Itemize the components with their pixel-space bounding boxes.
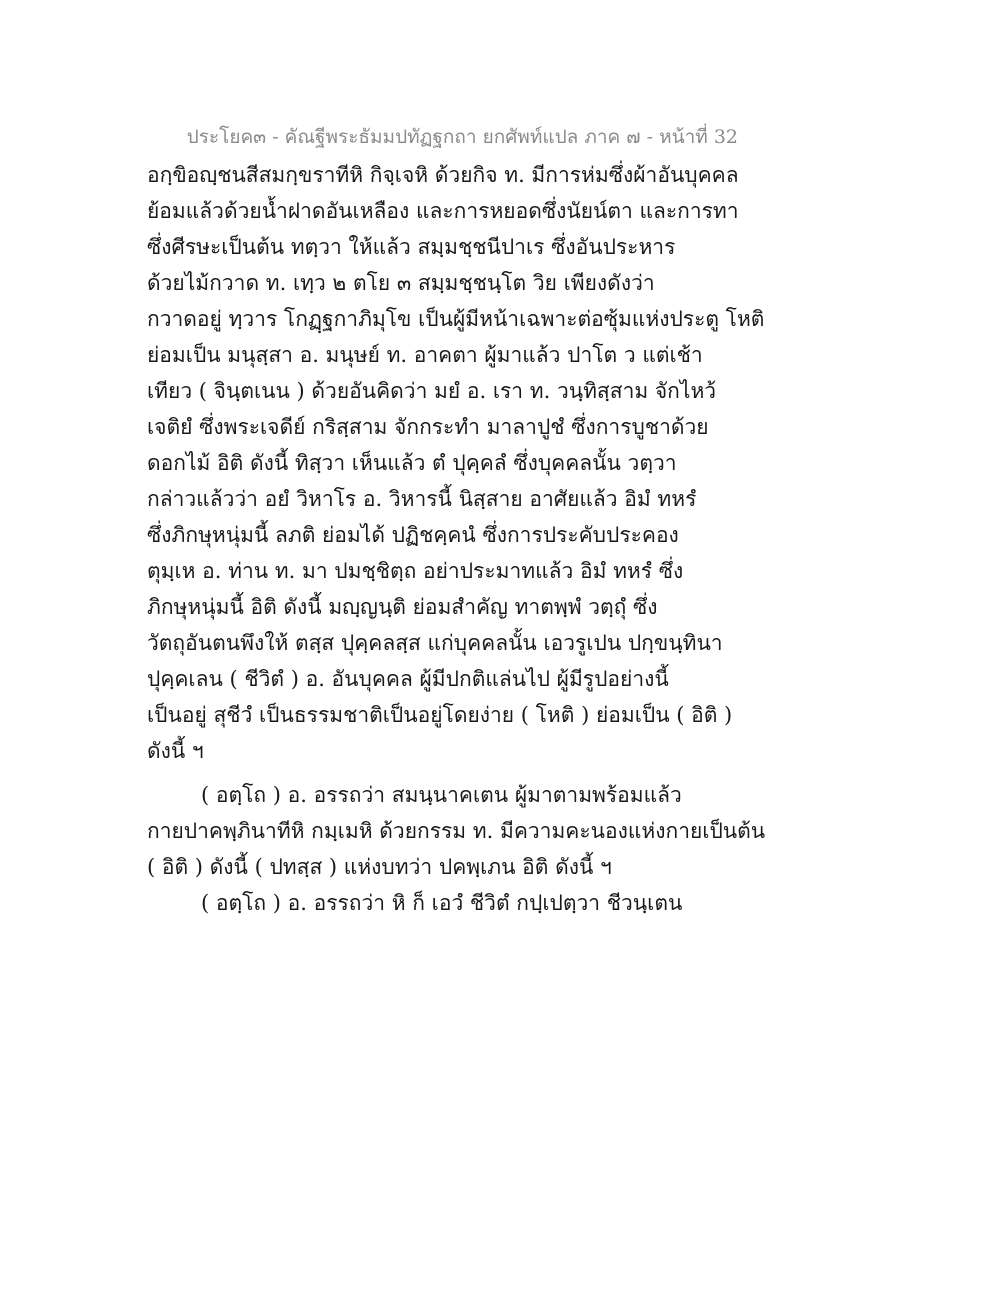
text-line: ดังนี้ ฯ — [147, 739, 204, 763]
text-line: ดอกไม้ อิติ ดังนี้ ทิสฺวา เห็นแล้ว ตํ ปุคฺคลํ ซึ่งบุคคลนั้น วตฺวา — [147, 451, 677, 475]
text-line: เทียว ( จินฺตเนน ) ด้วยอันคิดว่า มยํ อ. เรา ท. วนฺทิสฺสาม จักไหว้ — [147, 379, 717, 403]
paragraph-2 — [147, 777, 867, 885]
text-line: ซึ่งภิกษุหนุ่มนี้ ลภติ ย่อมได้ ปฏิชคฺคนํ ซึ่งการประคับประคอง — [147, 523, 679, 547]
text-line: กวาดอยู่ ทฺวาร โกฏฺฐกาภิมุโข เป็นผู้มีหน้าเฉพาะต่อซุ้มแห่งประตู โหติ — [147, 307, 765, 331]
text-line: วัตถุอันตนพึงให้ ตสฺส ปุคฺคลสฺส แก่บุคคลนั้น เอวรูเปน ปกฺขนฺทินา — [147, 631, 723, 655]
text-line: ย่อมเป็น มนุสฺสา อ. มนุษย์ ท. อาคตา ผู้มาแล้ว ปาโต ว แต่เช้า — [147, 343, 703, 367]
text-line: ( อตฺโถ ) อ. อรรถว่า หิ ก็ เอวํ ชีวิตํ กปฺเปตฺวา ชีวนฺเตน — [201, 891, 683, 915]
text-line: ( อตฺโถ ) อ. อรรถว่า สมนฺนาคเตน ผู้มาตามพร้อมแล้ว — [201, 783, 682, 807]
text-line: เป็นอยู่ สุชีวํ เป็นธรรมชาติเป็นอยู่โดยง่าย ( โหติ ) ย่อมเป็น ( อิติ ) — [147, 703, 733, 727]
text-line: ด้วยไม้กวาด ท. เทฺว ๒ ตโย ๓ สมฺมชฺชนฺโต วิย เพียงดังว่า — [147, 271, 655, 295]
text-line: กล่าวแล้วว่า อยํ วิหาโร อ. วิหารนี้ นิสฺสาย อาศัยแล้ว อิมํ ทหรํ — [147, 487, 697, 511]
text-line: อกฺขิอญฺชนสีสมกฺขราทีหิ กิจฺเจหิ ด้วยกิจ ท. มีการห่มซึ่งผ้าอันบุคคล — [147, 163, 739, 187]
text-line: ภิกษุหนุ่มนี้ อิติ ดังนี้ มญฺญนฺติ ย่อมสำคัญ ทาตพฺพํ วตฺถุํ ซึ่ง — [147, 595, 658, 619]
text-line: ( อิติ ) ดังนี้ ( ปทสฺส ) แห่งบทว่า ปคพฺเภน อิติ ดังนี้ ฯ — [147, 855, 612, 879]
text-line: เจติยํ ซึ่งพระเจดีย์ กริสฺสาม จักกระทำ มาลาปูชํ ซึ่งการบูชาด้วย — [147, 415, 709, 439]
paragraph-1 — [147, 157, 867, 769]
text-line: ตุมฺเห อ. ท่าน ท. มา ปมชฺชิตฺถ อย่าประมาทแล้ว อิมํ ทหรํ ซึ่ง — [147, 559, 684, 583]
paragraph-3 — [147, 885, 867, 921]
text-line: ย้อมแล้วด้วยน้ำฝาดอันเหลือง และการหยอดซึ่งนัยน์ตา และการทา — [147, 199, 739, 223]
text-line: ซึ่งศีรษะเป็นต้น ทตฺวา ให้แล้ว สมฺมชฺชนีปาเร ซึ่งอันประหาร — [147, 235, 676, 259]
body-text — [147, 157, 867, 921]
text-line: ปุคฺคเลน ( ชีวิตํ ) อ. อันบุคคล ผู้มีปกติแล่นไป ผู้มีรูปอย่างนี้ — [147, 667, 669, 691]
page-header: ประโยค๓ - คัณฐีพระธัมมปทัฏฐกถา ยกศัพท์แปล ภาค ๗ - หน้าที่ 32 — [186, 126, 738, 148]
text-line: กายปาคพฺภินาทีหิ กมฺเมหิ ด้วยกรรม ท. มีความคะนองแห่งกายเป็นต้น — [147, 819, 766, 843]
